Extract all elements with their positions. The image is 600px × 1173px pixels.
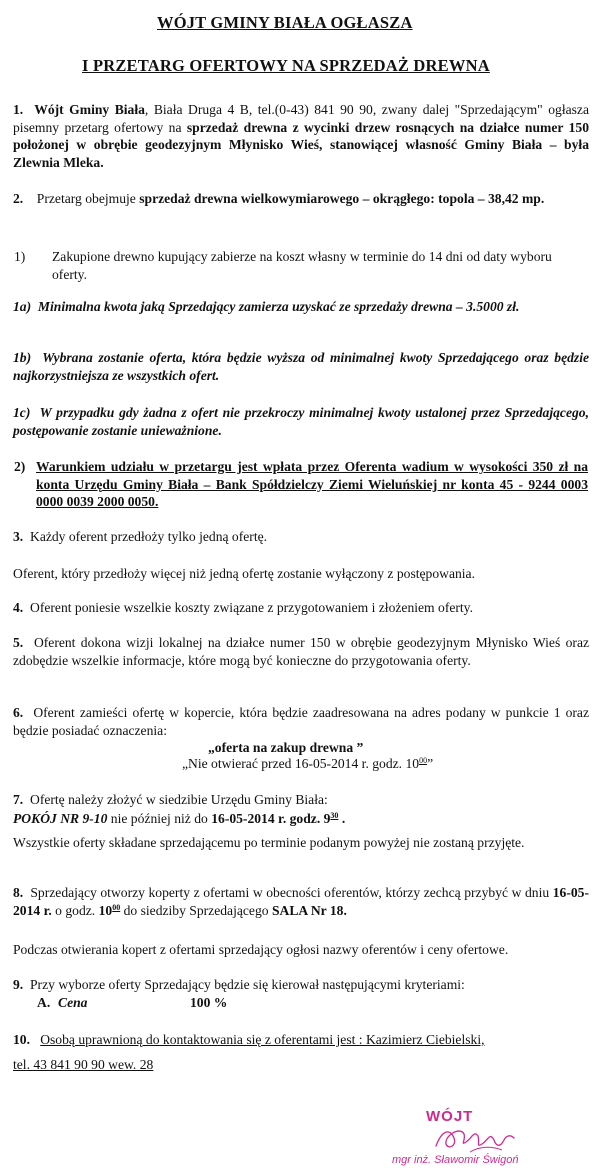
- section-9: [13, 976, 465, 994]
- envelope-mark-end: ”: [427, 756, 434, 771]
- section-7: [13, 791, 328, 809]
- section-text: , Biała Druga 4 B, tel.(0-43) 841 90 90, zwany dalej "Sprzedającym" ogłasza pisemny przetarg ofertowy na: [13, 102, 589, 135]
- submission-deadline: [13, 810, 345, 828]
- room-number: POKÓJ NR 9-10: [13, 811, 108, 826]
- criteria-letter: A.: [37, 995, 51, 1010]
- section-text: Oferent poniesie wszelkie koszty związane z przygotowaniem i złożeniem oferty.: [30, 600, 473, 615]
- subsection-text: Minimalna kwota jaką Sprzedający zamierza uzyskać ze sprzedaży drewna – 3.5000 zł.: [37, 299, 520, 314]
- criteria-weight: 100 %: [190, 995, 228, 1010]
- section-text: Przy wyborze oferty Sprzedający będzie się kierował następującymi kryteriami:: [30, 977, 465, 992]
- envelope-mark-text: „Nie otwierać przed 16-05-2014 r. godz. 10: [182, 756, 420, 771]
- section-number: 2.: [13, 191, 24, 206]
- page-title: WÓJT GMINY BIAŁA OGŁASZA: [157, 13, 413, 32]
- section-8-note: Podczas otwierania kopert z ofertami sprzedający ogłosi nazwy oferentów i ceny ofertowe.: [13, 942, 509, 957]
- criteria-name: Cena: [58, 995, 88, 1010]
- section-text: Oferent dokona wizji lokalnej na działce numer 150 w obrębie geodezyjnym Młynisko Wieś oraz zdobędzie wszelkie informacje, które mogą być konieczne do przygotowania oferty.: [13, 635, 590, 668]
- subsection-1a: [13, 298, 589, 316]
- time-minutes: 00: [419, 756, 428, 765]
- opening-hour: 10: [98, 902, 113, 918]
- subsection-text: Wybrana zostanie oferta, która będzie wyższa od minimalnej kwoty Sprzedającego oraz będzie najkorzystniejsza ze wszystkich ofert.: [13, 350, 589, 383]
- subsection-number: 1b): [13, 350, 32, 365]
- contact-phone: tel. 43 841 90 90 wew. 28: [13, 1057, 154, 1072]
- opening-minutes: 00: [112, 902, 121, 912]
- section-1: [13, 101, 589, 171]
- section-number: 3.: [13, 529, 24, 544]
- section-text: Oferent zamieści ofertę w kopercie, która będzie zaadresowana na adres podany w punkcie 1 oraz będzie posiadać oznaczenia:: [13, 705, 589, 738]
- section-text-3: do siedziby Sprzedającego: [120, 902, 272, 918]
- subsection-1-number: 1): [14, 249, 26, 264]
- section-text: Ofertę należy złożyć w siedzibie Urzędu Gminy Biała:: [30, 792, 328, 807]
- section-10: [13, 1031, 485, 1049]
- section-text-2: o godz.: [51, 902, 99, 918]
- subsection-1b: [13, 349, 589, 384]
- section-text: Każdy oferent przedłoży tylko jedną ofertę.: [30, 529, 268, 544]
- section-number: 5.: [13, 635, 24, 650]
- section-number: 8.: [13, 885, 24, 900]
- envelope-mark-title: „oferta na zakup drewna ”: [208, 740, 364, 755]
- page-subtitle: I PRZETARG OFERTOWY NA SPRZEDAŻ DREWNA: [82, 56, 490, 75]
- deadline-text: nie później niż do: [107, 811, 212, 826]
- subsection-number: 1a): [13, 299, 32, 314]
- section-6: [13, 704, 589, 739]
- section-number: 9.: [13, 977, 24, 992]
- stamp-title: WÓJT: [426, 1108, 474, 1125]
- subsection-1-text: Zakupione drewno kupujący zabierze na koszt własny w terminie do 14 dni od daty wyboru oferty.: [52, 249, 552, 282]
- contact-person: Osobą uprawnioną do kontaktowania się z oferentami jest : Kazimierz Ciebielski,: [40, 1032, 485, 1047]
- late-offers-note: Wszystkie oferty składane sprzedającemu po terminie podanym powyżej nie zostaną przyjęte.: [13, 835, 525, 850]
- deadline-end: .: [338, 811, 346, 826]
- subsection-text: W przypadku gdy żadna z ofert nie przekroczy minimalnej kwoty ustalonej przez Sprzedającego, postępowanie zostanie unieważnione.: [13, 405, 589, 438]
- section-2: [13, 190, 589, 208]
- subsection-number: 1c): [13, 405, 31, 420]
- section-number: 7.: [13, 792, 24, 807]
- section-text: Przetarg obejmuje: [36, 191, 140, 206]
- subsection-1c: [13, 404, 589, 439]
- org-name: Wójt Gminy Biała: [34, 102, 145, 117]
- opening-date: 16-05-2014 r.: [13, 885, 589, 918]
- subsection-2-number: 2): [14, 459, 26, 474]
- deadline-minutes: 30: [330, 811, 339, 820]
- opening-room: SALA Nr 18.: [271, 902, 347, 918]
- section-number: 4.: [13, 600, 24, 615]
- section-3-note: Oferent, który przedłoży więcej niż jedną ofertę zostanie wyłączony z postępowania.: [13, 566, 475, 581]
- section-text: Sprzedający otworzy koperty z ofertami w obecności oferentów, którzy zechcą przybyć w dniu: [30, 885, 553, 900]
- section-number: 6.: [13, 705, 24, 720]
- section-bold-text: sprzedaż drewna z wycinki drzew rosnących na działce numer 150 położonej w obrębie geodezyjnym Młynisko Wieś, stanowiącej własność Gminy Biała – była Zlewnia Mleka.: [13, 119, 589, 170]
- section-number: 10.: [13, 1032, 30, 1047]
- section-number: 1.: [13, 102, 24, 117]
- section-8: [13, 884, 589, 919]
- section-4: [13, 599, 473, 617]
- signatory-name: mgr inż. Sławomir Świgoń: [392, 1154, 519, 1166]
- section-bold-text: sprzedaż drewna wielkowymiarowego – okrągłego: topola – 38,42 mp.: [139, 191, 545, 206]
- section-5: [13, 634, 589, 669]
- envelope-mark-date: [182, 755, 433, 773]
- section-3: [13, 528, 267, 546]
- subsection-2-text: Warunkiem udziału w przetargu jest wpłata przez Oferenta wadium w wysokości 350 zł na konta Urzędu Gminy Biała – Bank Spółdzielczy Ziemi Wieluńskiej nr konta 45 - 9244 0003 0000 0039 2000 0050.: [36, 459, 588, 509]
- deadline-date: 16-05-2014 r. godz. 9: [211, 811, 331, 826]
- handwritten-signature: [430, 1116, 520, 1158]
